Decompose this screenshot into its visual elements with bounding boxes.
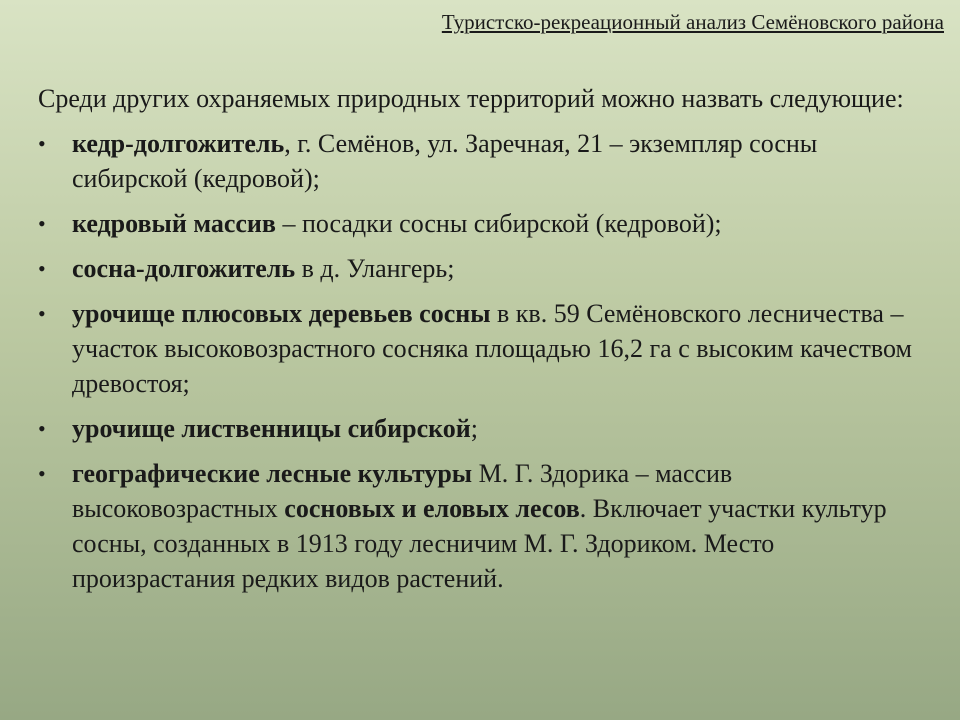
bullet-term: кедровый массив [72, 209, 276, 238]
bullet-term: урочище лиственницы сибирской [72, 414, 471, 443]
bullet-term: географические лесные культуры [72, 459, 473, 488]
intro-text: Среди других охраняемых природных территорий можно назвать следующие: [38, 84, 904, 113]
bullet-dot-icon: • [38, 131, 46, 156]
bullet-dot-icon: • [38, 256, 46, 281]
bullet-text: в д. Улангерь; [295, 254, 455, 283]
bullet-item [38, 411, 938, 446]
bullet-term: кедр-долгожитель [72, 129, 285, 158]
bullet-text: , г. Семёнов, ул. Заречная, 21 – экземпляр сосны сибирской (кедровой); [72, 129, 818, 193]
bullet-dot-icon: • [38, 211, 46, 236]
slide-title: Туристско-рекреационный анализ Семёновского района [441, 10, 944, 34]
bullet-item [38, 126, 938, 196]
bullet-text: ; [470, 414, 478, 443]
bullet-text: в кв. 59 Семёновского лесничества – участок высоковозрастного сосняка площадью 16,2 га с высоким качеством древостоя; [72, 299, 912, 398]
bullet-text: . Включает участки культур сосны, созданных в 1913 году лесничим М. Г. Здориком. Место произрастания редких видов растений. [72, 494, 887, 593]
bullet-list [38, 126, 938, 596]
bullet-item [38, 251, 938, 286]
bullet-dot-icon: • [38, 461, 46, 486]
bullet-dot-icon: • [38, 301, 46, 326]
bullet-dot-icon: • [38, 416, 46, 441]
bullet-text: М. Г. Здорика – массив высоковозрастных [72, 459, 733, 523]
bullet-term: урочище плюсовых деревьев сосны [72, 299, 491, 328]
bullet-item [38, 206, 938, 241]
slide-content [38, 81, 938, 606]
bullet-term: сосна-долгожитель [72, 254, 296, 283]
bullet-term: сосновых и еловых лесов [284, 494, 580, 523]
bullet-text: – посадки сосны сибирской (кедровой); [275, 209, 722, 238]
bullet-item [38, 456, 938, 596]
bullet-item [38, 296, 938, 401]
